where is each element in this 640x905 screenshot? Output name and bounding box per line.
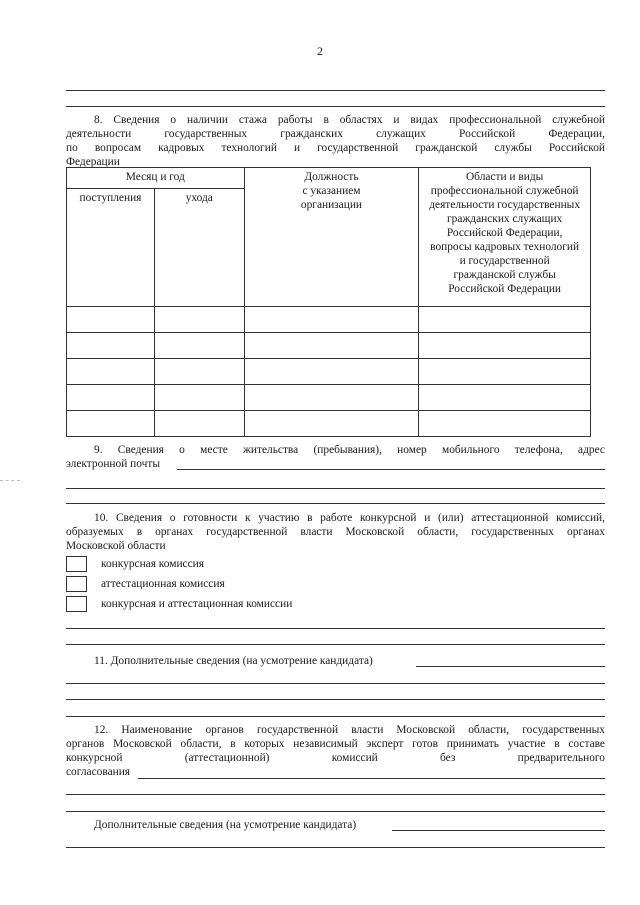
experience-table — [66, 167, 591, 437]
fill-line[interactable] — [66, 90, 605, 91]
section-12-line: конкурсной (аттестационной) комиссий без предварительного — [66, 752, 605, 764]
section-9-text — [66, 443, 605, 471]
additional-info-fill-line[interactable] — [392, 830, 605, 831]
section-12-line: согласования — [66, 766, 131, 778]
option-label: конкурсная и аттестационная комиссии — [101, 598, 293, 610]
page-number: 2 — [317, 44, 323, 58]
table-cell[interactable] — [154, 359, 244, 385]
section-8-line: деятельности государственных гражданских служащих Российской Федерации, — [66, 128, 605, 140]
table-cell[interactable] — [154, 333, 244, 359]
header-areas-line: гражданской службы — [453, 269, 556, 281]
section-8-line: 8. Сведения о наличии стажа работы в областях и видах профессиональной служебной — [94, 114, 605, 126]
table-cell[interactable] — [419, 385, 591, 411]
table-cell[interactable] — [67, 359, 155, 385]
header-position-line: Должность — [304, 171, 359, 183]
section-12-line: органов Московской области, в которых независимый эксперт готов принимать участие в составе — [66, 738, 605, 750]
table-cell[interactable] — [244, 307, 419, 333]
table-cell[interactable] — [419, 333, 591, 359]
section-12-text — [66, 723, 605, 779]
section-12-line: 12. Наименование органов государственной власти Московской области, государственных — [94, 724, 605, 736]
header-position — [244, 168, 419, 307]
table-row — [67, 359, 591, 385]
fill-line[interactable] — [66, 683, 605, 684]
table-row — [67, 411, 591, 437]
table-cell[interactable] — [67, 333, 155, 359]
table-cell[interactable] — [244, 333, 419, 359]
section-11-label: 11. Дополнительные сведения (на усмотрение кандидата) — [94, 655, 373, 667]
table-cell[interactable] — [244, 359, 419, 385]
section-8-line: по вопросам кадровых технологий и государственной гражданской службы Российской — [66, 142, 605, 154]
section-11-fill-line[interactable] — [416, 666, 605, 667]
option-label: аттестационная комиссия — [101, 578, 225, 590]
table-cell[interactable] — [154, 411, 244, 437]
table-row — [67, 333, 591, 359]
section-10-line: Московской области — [66, 540, 166, 552]
checkbox[interactable] — [66, 556, 87, 572]
header-position-line: организации — [300, 199, 363, 211]
section-9-line: электронной почты — [66, 458, 161, 470]
checkbox[interactable] — [66, 596, 87, 612]
fill-line[interactable] — [66, 488, 605, 489]
table-cell[interactable] — [419, 307, 591, 333]
header-areas-line: и государственной — [459, 255, 550, 267]
additional-info-label: Дополнительные сведения (на усмотрение кандидата) — [94, 819, 357, 831]
section-10-line: образуемых в органах государственной власти Московской области, государственных органах — [66, 526, 605, 538]
section-8-text — [66, 113, 605, 169]
table-cell[interactable] — [154, 307, 244, 333]
header-entry: поступления — [67, 189, 155, 307]
header-month-year: Месяц и год — [67, 168, 245, 189]
header-areas-line: деятельности государственных — [429, 199, 581, 211]
option-label: конкурсная комиссия — [101, 558, 204, 570]
header-areas — [419, 168, 591, 307]
section-10-line: 10. Сведения о готовности к участию в работе конкурсной и (или) аттестационной комиссий, — [94, 512, 605, 524]
fill-line[interactable] — [66, 628, 605, 629]
section-9-line: 9. Сведения о месте жительства (пребывания), номер мобильного телефона, адрес — [94, 444, 605, 456]
header-leave: ухода — [154, 189, 244, 307]
header-areas-line: вопросы кадровых технологий — [430, 241, 580, 253]
table-row — [67, 385, 591, 411]
fill-line[interactable] — [66, 503, 605, 504]
header-areas-line: Российской Федерации — [448, 283, 562, 295]
checkbox[interactable] — [66, 576, 87, 592]
margin-mark — [0, 480, 20, 481]
fill-line[interactable] — [66, 106, 605, 107]
table-row — [67, 307, 591, 333]
table-cell[interactable] — [67, 385, 155, 411]
fill-line[interactable] — [66, 811, 605, 812]
fill-line[interactable] — [66, 699, 605, 700]
table-cell[interactable] — [67, 411, 155, 437]
header-areas-line: профессиональной служебной — [430, 185, 579, 197]
section-8-line: Федерации — [66, 156, 120, 168]
fill-line[interactable] — [66, 794, 605, 795]
fill-line[interactable] — [66, 716, 605, 717]
table-cell[interactable] — [244, 411, 419, 437]
header-areas-line: Области и виды — [465, 171, 544, 183]
fill-line[interactable] — [66, 847, 605, 848]
fill-line[interactable] — [66, 644, 605, 645]
table-cell[interactable] — [419, 359, 591, 385]
table-cell[interactable] — [67, 307, 155, 333]
table-cell[interactable] — [244, 385, 419, 411]
table-cell[interactable] — [419, 411, 591, 437]
header-areas-line: гражданских служащих — [447, 213, 563, 225]
section-10-text — [66, 511, 605, 553]
section-12-fill-line[interactable] — [138, 778, 605, 779]
table-cell[interactable] — [154, 385, 244, 411]
email-fill-line[interactable] — [177, 469, 605, 470]
header-areas-line: Российской Федерации, — [446, 227, 563, 239]
header-position-line: с указанием — [302, 185, 361, 197]
